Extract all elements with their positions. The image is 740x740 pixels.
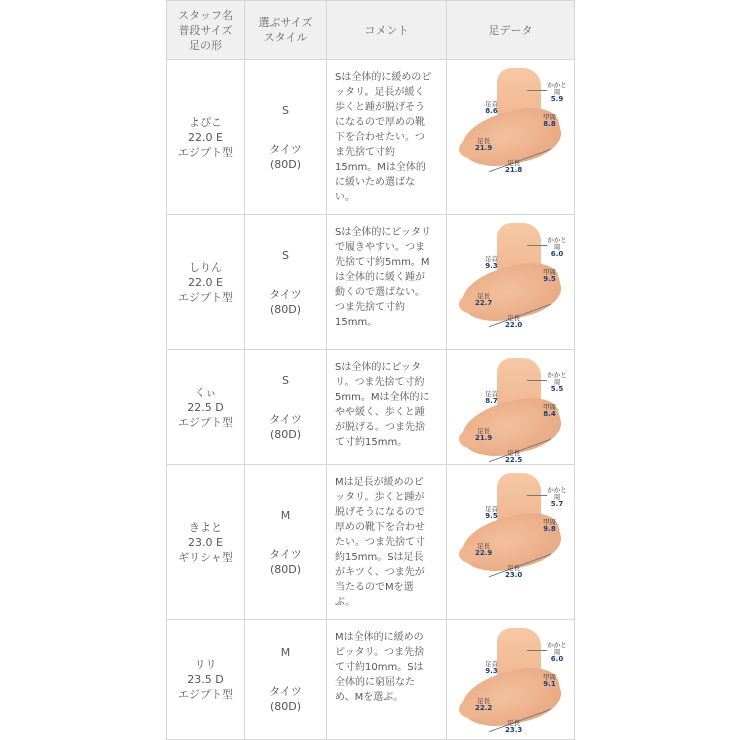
measurement-ankle bbox=[485, 391, 498, 405]
measurement-value: 23.3 bbox=[505, 726, 523, 734]
foot-photo bbox=[457, 473, 569, 583]
size-cell bbox=[245, 620, 327, 740]
comment-line: ッタリ。歩くと踵が bbox=[335, 492, 425, 503]
comment-line: 5mm。Mは全体的に bbox=[335, 392, 430, 403]
usual-size: 22.0 E bbox=[188, 130, 223, 144]
staff-cell bbox=[167, 350, 245, 465]
style-label: タイツ bbox=[269, 685, 302, 698]
comment-line: 先捨て寸約5mm。M bbox=[335, 257, 430, 268]
foot-photo bbox=[457, 628, 569, 738]
chosen-size: M bbox=[280, 508, 291, 522]
foot-photo bbox=[457, 358, 569, 468]
comment-line: リ。つま先捨て寸約 bbox=[335, 377, 425, 388]
foot-shape: エジプト型 bbox=[178, 415, 233, 429]
measurement-value: 9.1 bbox=[543, 680, 556, 688]
measurement-value: 5.9 bbox=[550, 95, 564, 103]
comment-line: て寸約10mm。Sは bbox=[335, 662, 424, 673]
measurement-label: 足長 bbox=[507, 719, 521, 727]
measurement-value: 9.3 bbox=[485, 262, 498, 270]
comment-line: 15mm。Mは全体的 bbox=[335, 162, 426, 173]
comment-line: い。 bbox=[335, 192, 355, 203]
measurement-label: 足首 bbox=[485, 505, 498, 513]
measurement-value: 8.7 bbox=[485, 397, 498, 405]
measurement-ankle bbox=[485, 661, 498, 675]
table-row bbox=[167, 350, 575, 465]
measurement-label: 足長 bbox=[477, 137, 491, 145]
measurement-heel bbox=[545, 82, 569, 103]
header-size: 選ぶサイズ スタイル bbox=[245, 1, 327, 60]
measurement-value: 5.5 bbox=[550, 385, 564, 393]
measurement-value: 22.0 bbox=[505, 321, 523, 329]
measurement-label: 足首 bbox=[485, 255, 498, 263]
foot-photo bbox=[457, 223, 569, 333]
style-label: (80D) bbox=[269, 302, 302, 316]
measurement-length bbox=[505, 315, 522, 329]
comment-line: 当たるのでMを選 bbox=[335, 582, 414, 593]
comment-line: がキツく、つま先が bbox=[335, 567, 425, 578]
comment-line: ピッタリ。つま先捨 bbox=[335, 647, 425, 658]
chosen-size: S bbox=[282, 248, 289, 262]
comment-cell bbox=[327, 465, 447, 620]
measurement-label: 足首 bbox=[485, 100, 498, 108]
measurement-length bbox=[505, 720, 522, 734]
staff-cell bbox=[167, 465, 245, 620]
style-label: タイツ bbox=[269, 547, 302, 561]
comment-line: Sは全体的にピッタリ bbox=[335, 227, 431, 238]
size-cell bbox=[245, 60, 327, 215]
style-label: (80D) bbox=[269, 157, 302, 171]
comment-line: 脱げそうになるので bbox=[335, 507, 425, 518]
foot-data-cell bbox=[447, 620, 575, 740]
staff-name: リリ bbox=[194, 658, 217, 671]
comment-line: 下を合わせたい。つ bbox=[335, 132, 425, 143]
table-row bbox=[167, 215, 575, 350]
measurement-value: 9.8 bbox=[543, 525, 556, 533]
style-label: (80D) bbox=[269, 562, 302, 576]
comment-line: で履きやすい。つま bbox=[335, 242, 425, 253]
measurement-label: 足長 bbox=[477, 427, 491, 435]
measurement-label: 足長 bbox=[507, 449, 521, 457]
measurement-width bbox=[475, 293, 492, 307]
comment-line: になるので厚めの靴 bbox=[335, 117, 425, 128]
measurement-label: 甲周 bbox=[543, 673, 556, 681]
measurement-ankle bbox=[485, 506, 498, 520]
usual-size: 22.5 D bbox=[187, 400, 224, 414]
header-foot-data: 足データ bbox=[447, 1, 575, 60]
measurement-label: かかと周 bbox=[547, 486, 567, 501]
foot-shape: ギリシャ型 bbox=[178, 550, 233, 564]
measurement-value: 22.5 bbox=[505, 456, 523, 464]
measurement-label: 足長 bbox=[477, 542, 491, 550]
measurement-value: 23.0 bbox=[505, 571, 523, 579]
measurement-ankle bbox=[485, 101, 498, 115]
comment-line: つま先捨て寸約 bbox=[335, 302, 405, 313]
measurement-instep bbox=[543, 114, 556, 128]
measurement-value: 9.5 bbox=[543, 275, 556, 283]
measurement-length bbox=[505, 160, 522, 174]
measurement-label: 甲周 bbox=[543, 403, 556, 411]
comment-line: 厚めの靴下を合わせ bbox=[335, 522, 425, 533]
comment-line: 動くので選ばない。 bbox=[335, 287, 425, 298]
size-comparison-table bbox=[166, 0, 575, 740]
staff-name: くぃ bbox=[194, 385, 217, 399]
staff-name: よぴこ bbox=[189, 115, 222, 129]
comment-line: は全体的に緩く踵が bbox=[335, 272, 425, 283]
comment-line: 15mm。 bbox=[335, 317, 378, 328]
staff-cell bbox=[167, 620, 245, 740]
measurement-label: 足長 bbox=[507, 314, 521, 322]
style-label: タイツ bbox=[269, 287, 302, 301]
measure-line bbox=[527, 495, 547, 496]
chosen-size: S bbox=[282, 373, 289, 387]
foot-shape: エジプト型 bbox=[178, 145, 233, 159]
measure-line bbox=[527, 90, 547, 91]
size-cell bbox=[245, 350, 327, 465]
measurement-instep bbox=[543, 404, 556, 418]
measurement-length bbox=[505, 565, 522, 579]
usual-size: 22.0 E bbox=[188, 275, 223, 289]
comment-line: 約15mm。Sは足長 bbox=[335, 552, 424, 563]
comment-line: め、Mを選ぶ。 bbox=[335, 692, 404, 703]
measurement-label: 足長 bbox=[507, 564, 521, 572]
staff-name: しりん bbox=[189, 260, 222, 274]
measurement-instep bbox=[543, 519, 556, 533]
comment-line: に緩いため選ばな bbox=[335, 177, 415, 188]
size-cell bbox=[245, 215, 327, 350]
chosen-size: M bbox=[280, 646, 291, 659]
usual-size: 23.0 E bbox=[188, 535, 223, 549]
comment-line: Sは全体的に緩めのピ bbox=[335, 72, 432, 83]
usual-size: 23.5 D bbox=[187, 673, 224, 686]
comment-line: て寸約15mm。 bbox=[335, 437, 408, 448]
measurement-instep bbox=[543, 674, 556, 688]
staff-name: きよと bbox=[189, 520, 222, 534]
size-cell bbox=[245, 465, 327, 620]
table-header bbox=[167, 1, 575, 60]
comment-cell bbox=[327, 215, 447, 350]
measurement-label: 足首 bbox=[485, 390, 498, 398]
measurement-width bbox=[475, 543, 492, 557]
measurement-value: 22.7 bbox=[475, 299, 493, 307]
measurement-instep bbox=[543, 269, 556, 283]
measurement-value: 6.0 bbox=[550, 250, 564, 258]
staff-cell bbox=[167, 60, 245, 215]
measurement-label: 甲周 bbox=[543, 518, 556, 526]
comment-cell bbox=[327, 350, 447, 465]
measure-line bbox=[527, 650, 547, 651]
measurement-width bbox=[475, 698, 492, 712]
foot-shape: エジプト型 bbox=[178, 688, 233, 701]
table-row bbox=[167, 60, 575, 215]
measurement-width bbox=[475, 138, 492, 152]
comment-line: が脱げる。つま先捨 bbox=[335, 422, 425, 433]
table-row bbox=[167, 620, 575, 740]
foot-data-cell bbox=[447, 215, 575, 350]
foot-data-cell bbox=[447, 465, 575, 620]
style-label: (80D) bbox=[269, 427, 302, 441]
measurement-heel bbox=[545, 487, 569, 508]
measure-line bbox=[527, 380, 547, 381]
measurement-ankle bbox=[485, 256, 498, 270]
measurement-heel bbox=[545, 642, 569, 663]
measurement-value: 21.9 bbox=[475, 144, 493, 152]
measurement-value: 21.8 bbox=[505, 166, 523, 174]
measurement-label: 足長 bbox=[477, 292, 491, 300]
measurement-label: 足長 bbox=[477, 697, 491, 705]
comment-line: 全体的に窮屈なた bbox=[335, 677, 415, 688]
comment-line: ま先捨て寸約 bbox=[335, 147, 395, 158]
measurement-value: 8.8 bbox=[543, 120, 556, 128]
measurement-value: 9.5 bbox=[485, 512, 498, 520]
comment-cell bbox=[327, 620, 447, 740]
measurement-label: かかと周 bbox=[547, 236, 567, 251]
measurement-label: かかと周 bbox=[547, 641, 567, 656]
comment-line: たい。つま先捨て寸 bbox=[335, 537, 425, 548]
comment-line: ッタリ。足長が緩く bbox=[335, 87, 425, 98]
comment-line: ぶ。 bbox=[335, 597, 356, 608]
foot-data-cell bbox=[447, 60, 575, 215]
measurement-heel bbox=[545, 372, 569, 393]
comment-line: 歩くと踵が脱げそう bbox=[335, 102, 425, 113]
measurement-value: 6.0 bbox=[550, 655, 564, 663]
measurement-value: 22.9 bbox=[475, 549, 493, 557]
measurement-value: 8.6 bbox=[485, 107, 498, 115]
comment-line: Sは全体的にピッタ bbox=[335, 362, 421, 373]
measurement-value: 22.2 bbox=[475, 704, 493, 712]
comment-line: Mは足長が緩めのピ bbox=[335, 477, 424, 488]
measurement-value: 8.4 bbox=[543, 410, 556, 418]
measurement-label: かかと周 bbox=[547, 371, 567, 386]
measurement-heel bbox=[545, 237, 569, 258]
table-body bbox=[167, 60, 575, 740]
measure-line bbox=[527, 245, 547, 246]
measurement-label: 足首 bbox=[485, 660, 498, 668]
comment-line: やや緩く、歩くと踵 bbox=[335, 407, 425, 418]
table-row bbox=[167, 465, 575, 620]
style-label: (80D) bbox=[269, 700, 302, 713]
foot-photo bbox=[457, 68, 569, 178]
style-label: タイツ bbox=[269, 142, 302, 156]
measurement-value: 21.9 bbox=[475, 434, 493, 442]
foot-shape: エジプト型 bbox=[178, 290, 233, 304]
measurement-width bbox=[475, 428, 492, 442]
measurement-value: 9.3 bbox=[485, 667, 498, 675]
measurement-value: 5.7 bbox=[550, 500, 564, 508]
measurement-length bbox=[505, 450, 522, 464]
header-comment: コメント bbox=[327, 1, 447, 60]
measurement-label: 甲周 bbox=[543, 113, 556, 121]
staff-cell bbox=[167, 215, 245, 350]
chosen-size: S bbox=[282, 103, 289, 117]
measurement-label: 甲周 bbox=[543, 268, 556, 276]
measurement-label: かかと周 bbox=[547, 81, 567, 96]
header-staff: スタッフ名 普段サイズ 足の形 bbox=[167, 1, 245, 60]
comment-line: Mは全体的に緩めの bbox=[335, 632, 424, 643]
foot-data-cell bbox=[447, 350, 575, 465]
measurement-label: 足長 bbox=[507, 159, 521, 167]
style-label: タイツ bbox=[269, 412, 302, 426]
comment-cell bbox=[327, 60, 447, 215]
